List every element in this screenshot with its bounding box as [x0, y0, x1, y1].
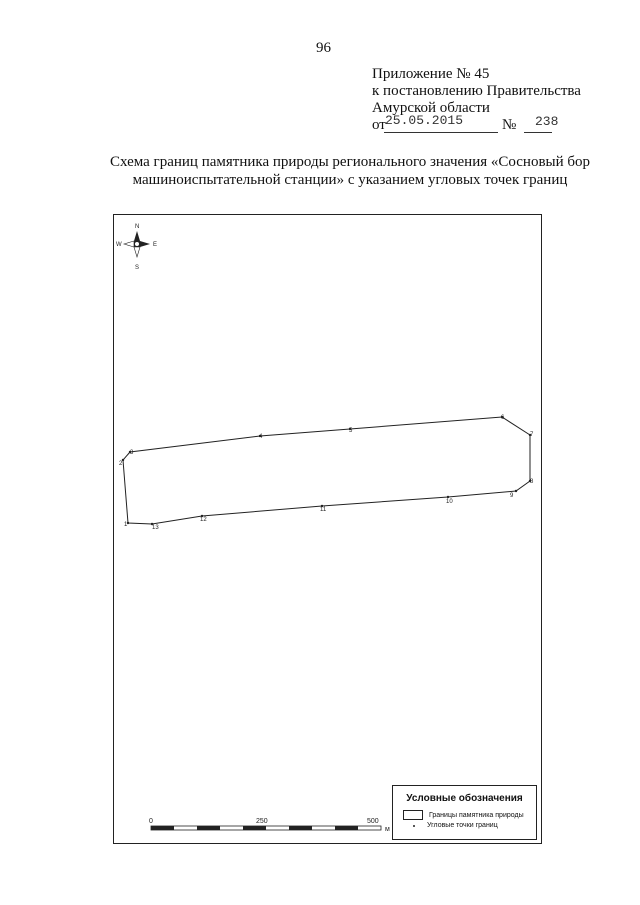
appendix-line-3: Амурской области — [372, 100, 490, 116]
compass-s: S — [135, 265, 140, 271]
appendix-line-1: Приложение № 45 — [372, 66, 490, 82]
legend-row-boundary — [403, 810, 524, 820]
point-label: 8 — [530, 479, 534, 485]
scale-bar — [149, 818, 390, 833]
compass-e: E — [153, 242, 158, 248]
appendix-line-2: к постановлению Правительства — [372, 83, 581, 99]
scheme-title-line-2: машиноиспытательной станции» с указанием угловых точек границ — [132, 172, 568, 188]
point-label: 2 — [119, 461, 123, 467]
appendix-date-line — [372, 113, 581, 134]
corner-points — [122, 416, 531, 525]
corner-point-icon — [413, 825, 415, 827]
map-frame — [113, 214, 542, 844]
appendix-block — [372, 66, 581, 134]
point-label: 4 — [259, 434, 263, 440]
legend-points-label: Угловые точки границ — [427, 822, 498, 829]
number-prefix: № — [502, 117, 517, 133]
boundary-swatch-icon — [403, 810, 423, 820]
point-label: 3 — [130, 450, 134, 456]
legend-boundary-label: Границы памятника природы — [429, 811, 524, 819]
page-number: 96 — [316, 40, 331, 56]
scheme-title — [100, 153, 600, 189]
date-prefix: от — [372, 117, 386, 133]
map-legend — [392, 785, 537, 840]
document-date: 25.05.2015 — [385, 113, 464, 128]
scheme-title-line-1: Схема границ памятника природы регионального значения «Сосновый бор — [109, 154, 591, 170]
document-number: 238 — [535, 114, 559, 129]
corner-point — [515, 490, 517, 492]
point-label: 13 — [152, 525, 159, 531]
point-label: 9 — [510, 493, 514, 499]
compass-rose-icon — [116, 224, 157, 271]
scale-label-500: 500 — [367, 818, 379, 825]
corner-point — [447, 496, 449, 498]
legend-title: Условные обозначения — [406, 793, 523, 804]
scale-label-0: 0 — [149, 818, 153, 825]
compass-w: W — [116, 242, 122, 248]
scale-label-250: 250 — [256, 818, 268, 825]
point-label: 5 — [349, 428, 353, 434]
compass-n: N — [135, 224, 140, 230]
scale-unit: м — [385, 826, 390, 833]
point-label: 6 — [501, 415, 505, 421]
point-label: 7 — [530, 432, 534, 438]
point-label: 1 — [124, 522, 128, 528]
point-label: 11 — [320, 507, 327, 513]
number-underline — [524, 132, 552, 133]
point-label: 12 — [200, 517, 207, 523]
map-canvas — [114, 215, 543, 845]
boundary-polygon — [123, 417, 530, 524]
date-underline — [384, 132, 498, 133]
legend-row-points — [403, 822, 498, 829]
point-label: 10 — [446, 499, 453, 505]
